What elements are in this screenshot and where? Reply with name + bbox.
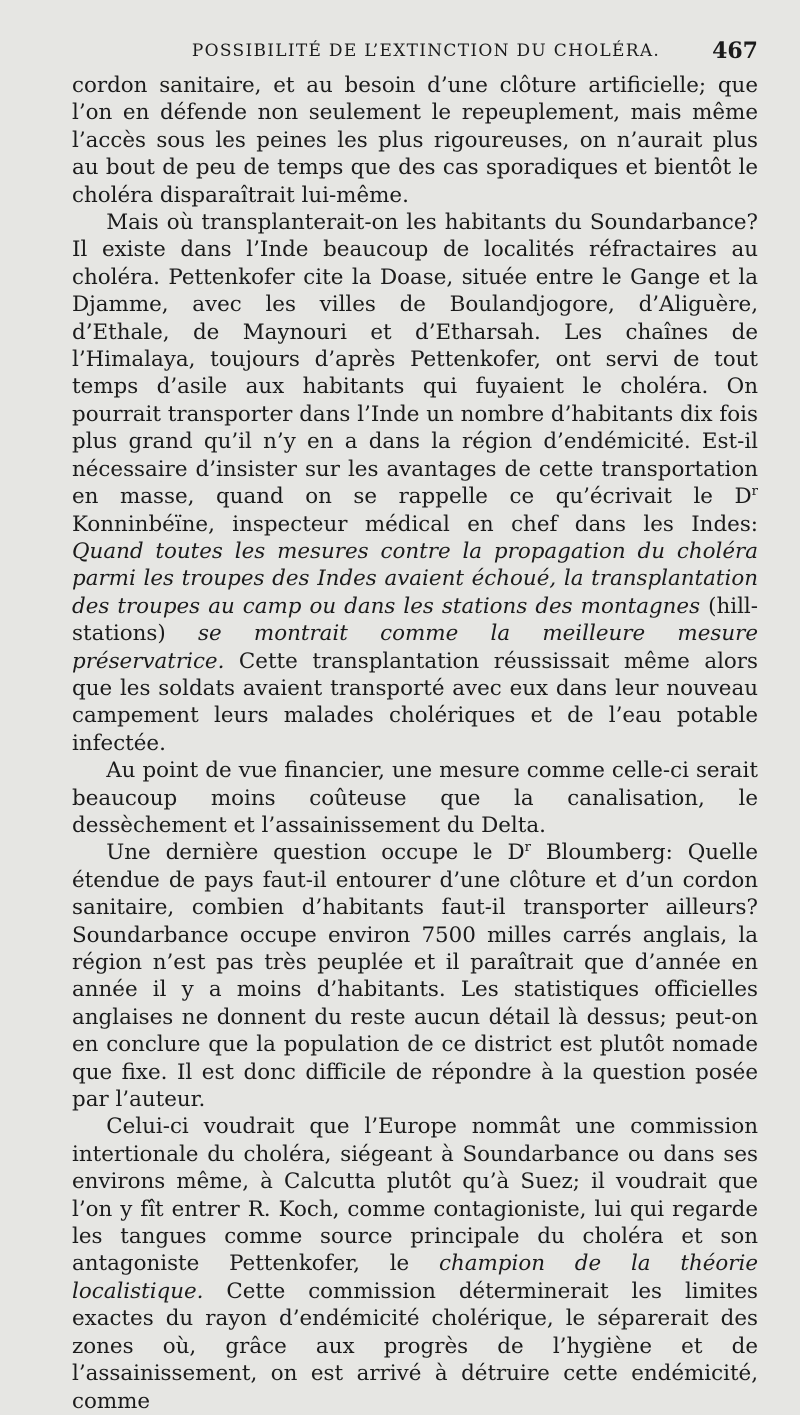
- italic-text: Quand toutes les mesures contre la propagation du choléra parmi les troupes des Indes avaient échoué, la transplantation des troupes au camp ou dans les stations des montagnes: [72, 538, 758, 619]
- text-segment: Cette commission déterminerait les limites exactes du rayon d’endémicité cholérique, le séparerait des zones où, grâce aux progrès de l’hygiène et de l’assainissement, on est arrivé à détruire cette endémicité, comme: [72, 1278, 758, 1414]
- text-segment: Celui-ci voudrait que l’Europe nommât une commission intertionale du choléra, siégeant à Soundarbance ou dans ses environs même, à Calcutta plutôt qu’à Suez; il voudrait que l’on y fît entrer R. Koch, comme contagioniste, lui qui regarde les tangues comme source principale du choléra et son antagoniste Pettenkofer, le: [72, 1114, 758, 1277]
- paragraph: [72, 757, 758, 839]
- superscript: r: [751, 483, 758, 499]
- running-head: [72, 30, 758, 72]
- text-segment: cordon sanitaire, et au besoin d’une clôture artificielle; que l’on en défende non seulement le repeuplement, mais même l’accès sous les peines les plus rigoureuses, on n’aurait plus au bout de peu de temps que des cas sporadiques et bientôt le choléra disparaîtrait lui-même.: [72, 73, 758, 208]
- text-segment: Une dernière question occupe le D: [106, 840, 525, 866]
- superscript: r: [524, 840, 531, 856]
- text-segment: (hill-stations): [72, 593, 758, 647]
- running-title: POSSIBILITÉ DE L’EXTINCTION DU CHOLÉRA.: [191, 41, 661, 61]
- italic-text: champion de la théorie localistique.: [72, 1251, 758, 1304]
- paragraph: [72, 1113, 758, 1414]
- body-text: [72, 72, 758, 1415]
- paragraph: [72, 839, 758, 1113]
- text-segment: Bloumberg: Quelle étendue de pays faut-il entourer d’une clôture et d’un cordon sanitaire, combien d’habitants faut-il transporter ailleurs? Soundarbance occupe environ 7500 milles carrés anglais, la région n’est pas très peuplée et il paraîtrait que d’année en année il y a moins d’habitants. Les statistiques officielles anglaises ne donnent du reste aucun détail là dessus; peut-on en conclure que la population de ce district est plutôt nomade que fixe. Il est donc difficile de répondre à la question posée par l’auteur.: [72, 840, 759, 1113]
- italic-text: se montrait comme la meilleure mesure préservatrice.: [72, 621, 758, 674]
- text-segment: Cette transplantation réussissait même alors que les soldats avaient transporté avec eux dans leur nouveau campement leurs malades cholériques et de l’eau potable infectée.: [72, 648, 758, 756]
- page-number: 467: [712, 38, 758, 64]
- text-segment: Konninbéïne, inspecteur médical en chef dans les Indes:: [72, 511, 758, 537]
- paragraph: [72, 209, 758, 757]
- paragraph: [72, 72, 758, 209]
- text-segment: Au point de vue financier, une mesure comme celle-ci serait beaucoup moins coûteuse que la canalisation, le dessèchement et l’assainissement du Delta.: [72, 758, 758, 838]
- text-segment: Mais où transplanterait-on les habitants du Soundarbance? Il existe dans l’Inde beaucoup de localités réfractaires au choléra. Pettenkofer cite la Doase, située entre le Gange et la Djamme, avec les villes de Boulandjogore, d’Aliguère, d’Ethale, de Maynouri et d’Etharsah. Les chaînes de l’Himalaya, toujours d’après Pettenkofer, ont servi de tout temps d’asile aux habitants qui fuyaient le choléra. On pourrait transporter dans l’Inde un nombre d’habitants dix fois plus grand qu’il n’y en a dans la région d’endémicité. Est-il nécessaire d’insister sur les avantages de cette transportation en masse, quand on se rappelle ce qu’écrivait le D: [72, 210, 758, 510]
